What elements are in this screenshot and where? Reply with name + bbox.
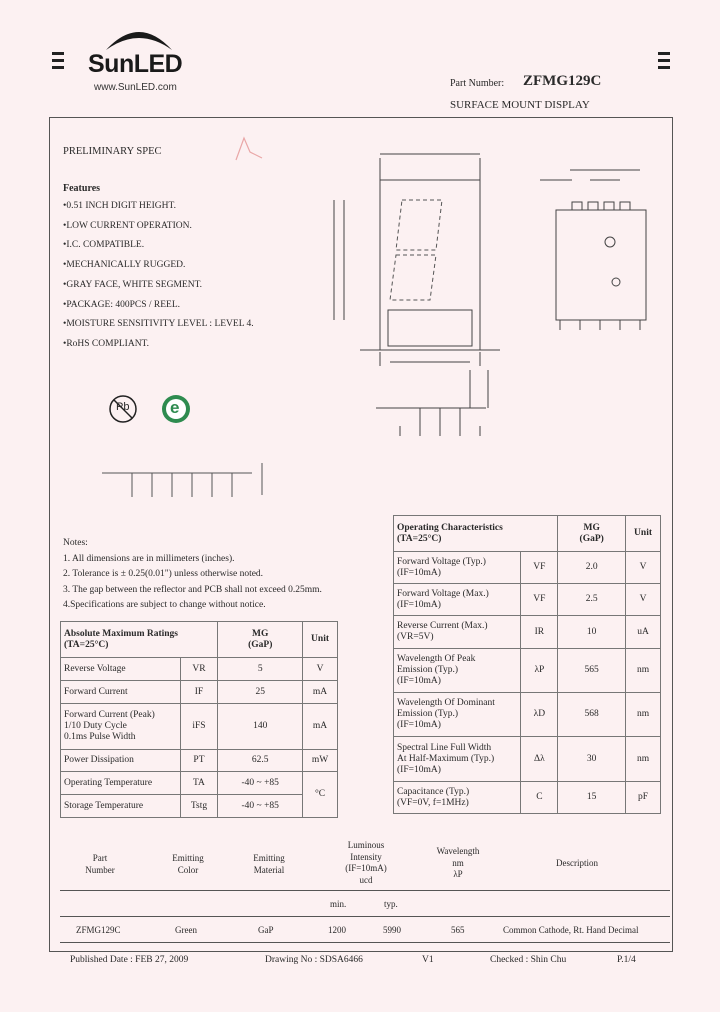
watermark-mark-icon xyxy=(228,132,268,162)
abs-max-part-col: MG (GaP) xyxy=(218,622,303,658)
note-item: 4.Specifications are subject to change without notice. xyxy=(63,600,266,610)
table-row: Operating Temperature TA -40 ~ +85 °C xyxy=(61,772,338,795)
table-row: Reverse Current (Max.) (VR=5V) IR 10 uA xyxy=(394,616,661,649)
sel-header-part: Part Number xyxy=(85,853,115,875)
sel-typ-value: 5990 xyxy=(383,925,401,935)
spec-status: PRELIMINARY SPEC xyxy=(63,146,162,157)
pin-circuit-diagram xyxy=(92,455,282,520)
sel-min-value: 1200 xyxy=(328,925,346,935)
note-item: 2. Tolerance is ± 0.25(0.01") unless otherwise noted. xyxy=(63,569,264,579)
footer-published: Published Date : FEB 27, 2009 xyxy=(70,955,189,965)
divider xyxy=(60,916,670,917)
brand-website: www.SunLED.com xyxy=(94,82,177,93)
sel-header-color: Emitting Color xyxy=(172,853,204,875)
product-type: SURFACE MOUNT DISPLAY xyxy=(450,99,590,111)
absolute-max-table xyxy=(60,621,338,818)
table-row: Wavelength Of Dominant Emission (Typ.) (IF=10mA) λD 568 nm xyxy=(394,693,661,737)
sel-header-wavelength: Wavelength nm λP xyxy=(436,846,480,879)
rohs-e-icon: e xyxy=(160,393,192,425)
table-row: Forward Current (Peak) 1/10 Duty Cycle 0.1ms Pulse Width iFS 140 mA xyxy=(61,704,338,750)
sel-desc-value: Common Cathode, Rt. Hand Decimal xyxy=(503,925,639,935)
op-char-part-col: MG (GaP) xyxy=(558,516,626,552)
table-row: Forward Voltage (Typ.) (IF=10mA) VF 2.0 V xyxy=(394,552,661,584)
op-char-title: Operating Characteristics (TA=25°C) xyxy=(394,516,558,552)
part-number: ZFMG129C xyxy=(523,73,602,89)
footer-page: P.1/4 xyxy=(617,955,636,965)
sel-header-intensity: Luminous Intensity (IF=10mA) ucd xyxy=(345,840,387,885)
op-char-unit-col: Unit xyxy=(626,516,661,552)
notes-title: Notes: xyxy=(63,538,88,548)
sel-header-typ: typ. xyxy=(384,899,398,909)
brand-logo: SunLED xyxy=(88,50,183,78)
operating-characteristics-table xyxy=(393,515,661,814)
note-item: 1. All dimensions are in millimeters (inches). xyxy=(63,553,235,564)
logo-arc-icon xyxy=(104,22,174,52)
sel-header-material: Emitting Material xyxy=(253,853,285,875)
abs-max-unit-col: Unit xyxy=(303,622,338,658)
sel-header-description: Description xyxy=(556,858,598,868)
left-bars-icon xyxy=(52,52,64,73)
divider xyxy=(60,942,670,943)
features-list xyxy=(63,197,254,355)
feature-item: •PACKAGE: 400PCS / REEL. xyxy=(63,299,180,310)
sel-part-value: ZFMG129C xyxy=(76,925,121,935)
notes-block xyxy=(63,536,322,614)
part-number-label: Part Number: xyxy=(450,78,505,89)
footer-version: V1 xyxy=(422,955,434,965)
package-dimension-drawing xyxy=(320,140,660,440)
sel-wave-value: 565 xyxy=(451,925,465,935)
footer-drawing: Drawing No : SDSA6466 xyxy=(265,955,363,965)
table-row: Spectral Line Full Width At Half-Maximum (Typ.) (IF=10mA) Δλ 30 nm xyxy=(394,737,661,782)
divider xyxy=(60,890,670,891)
feature-item: •LOW CURRENT OPERATION. xyxy=(63,220,192,231)
table-row: Wavelength Of Peak Emission (Typ.) (IF=10mA) λP 565 nm xyxy=(394,649,661,693)
pb-free-icon: Pb xyxy=(108,394,138,424)
table-row: Reverse Voltage VR 5 V xyxy=(61,658,338,681)
note-item: 3. The gap between the reflector and PCB shall not exceed 0.25mm. xyxy=(63,584,322,595)
table-row: Power Dissipation PT 62.5 mW xyxy=(61,750,338,772)
table-row: Capacitance (Typ.) (VF=0V, f=1MHz) C 15 pF xyxy=(394,782,661,814)
table-row: Forward Voltage (Max.) (IF=10mA) VF 2.5 V xyxy=(394,584,661,616)
footer-checked: Checked : Shin Chu xyxy=(490,955,567,965)
right-bars-icon xyxy=(658,52,670,73)
sel-material-value: GaP xyxy=(258,925,274,935)
table-row: Forward Current IF 25 mA xyxy=(61,681,338,704)
feature-item: •I.C. COMPATIBLE. xyxy=(63,240,145,251)
abs-max-title: Absolute Maximum Ratings (TA=25°C) xyxy=(61,622,218,658)
feature-item: •0.51 INCH DIGIT HEIGHT. xyxy=(63,201,177,211)
table-row: Storage Temperature Tstg -40 ~ +85 xyxy=(61,795,338,818)
feature-item: •GRAY FACE, WHITE SEGMENT. xyxy=(63,279,203,290)
feature-item: •RoHS COMPLIANT. xyxy=(63,338,150,349)
feature-item: •MOISTURE SENSITIVITY LEVEL : LEVEL 4. xyxy=(63,319,254,330)
features-title: Features xyxy=(63,183,101,194)
sel-header-min: min. xyxy=(330,899,347,909)
feature-item: •MECHANICALLY RUGGED. xyxy=(63,260,186,271)
sel-color-value: Green xyxy=(175,925,197,935)
